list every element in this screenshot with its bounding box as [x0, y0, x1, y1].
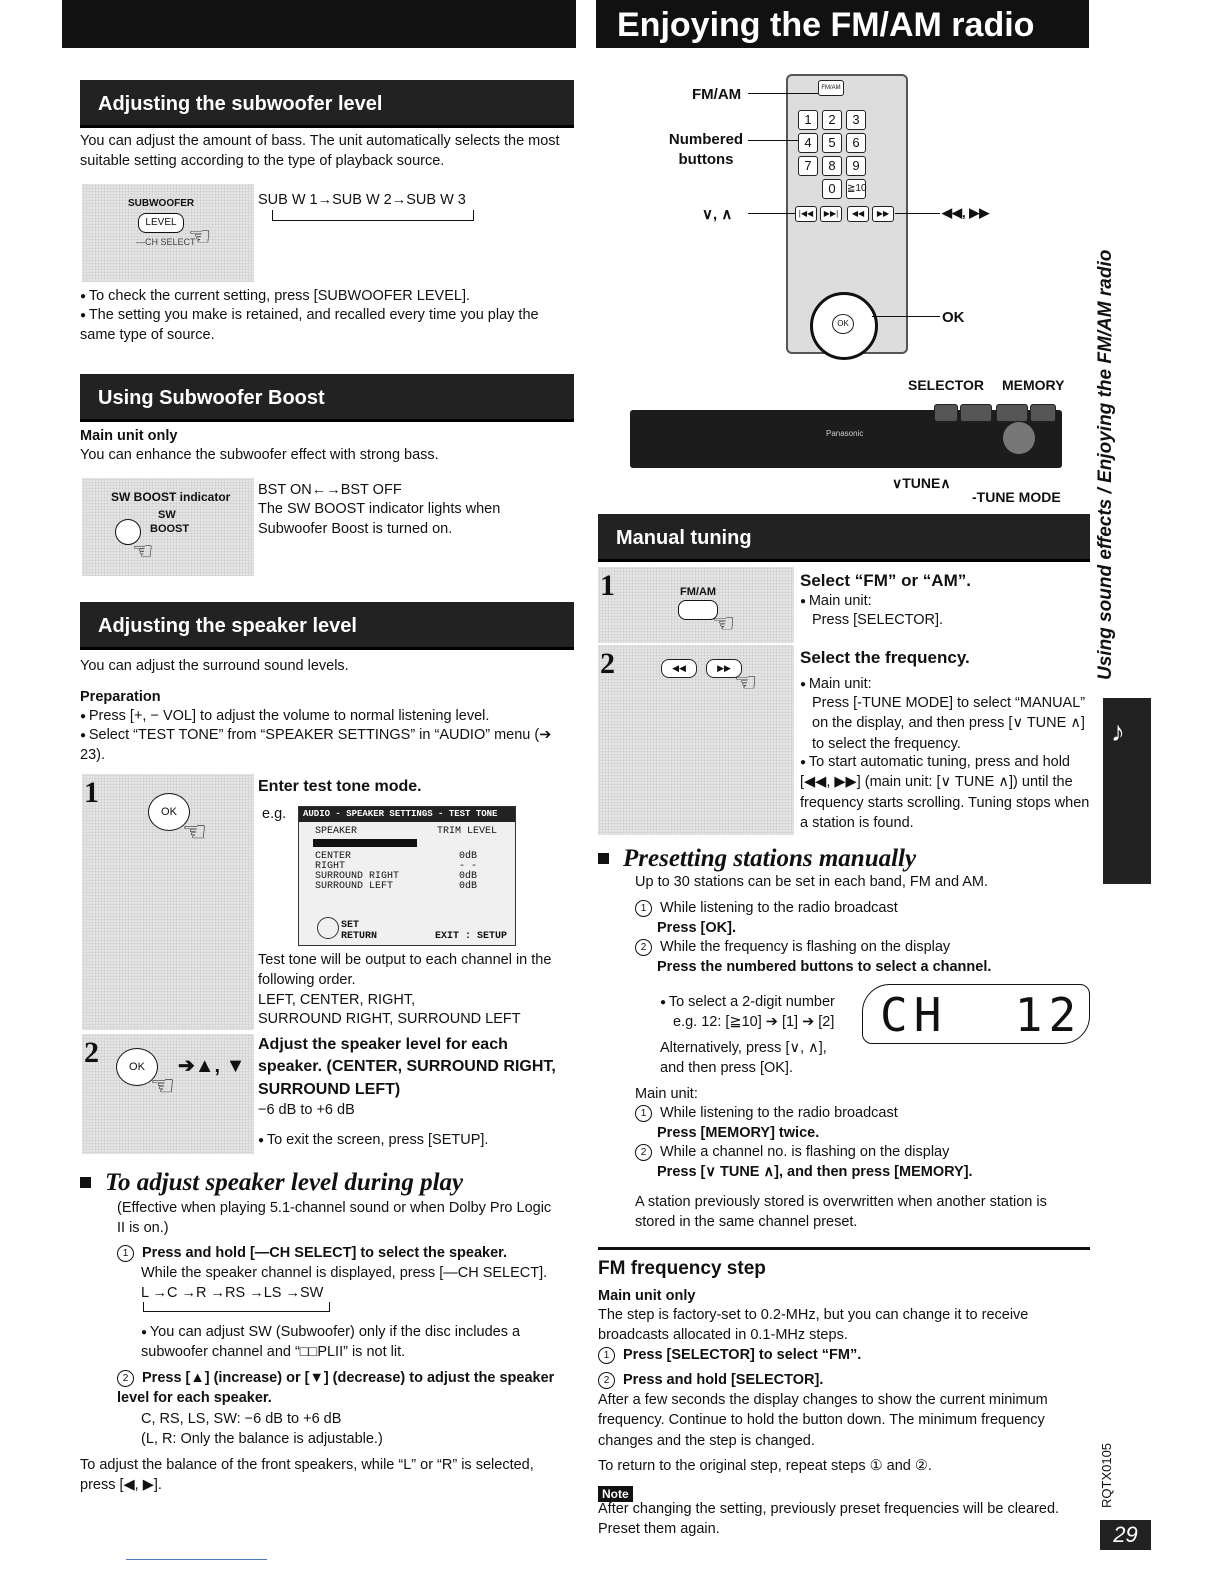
preset-note: A station previously stored is overwritten when another station is stored in the same channel preset. [635, 1194, 1047, 1231]
presetting-heading [598, 841, 916, 876]
dp-step2-line2: (L, R: Only the balance is adjustable.) [141, 1431, 383, 1447]
preset-s1b: Press [OK]. [657, 920, 736, 936]
ch-select-label: —CH SELECT [136, 237, 196, 247]
dp-sequence: L →C →R →RS →LS →SW [141, 1285, 324, 1301]
preset-s1: While listening to the radio broadcast [660, 900, 898, 916]
digit-button[interactable]: 6 [846, 133, 866, 153]
boost-indicator-label: SW BOOST indicator [111, 490, 231, 504]
step1-order-2: SURROUND RIGHT, SURROUND LEFT [258, 1011, 521, 1027]
leader-line [748, 93, 818, 94]
step-number: 1 [600, 569, 615, 602]
label-tune-arrows: ∨, ∧ [702, 206, 733, 223]
label-tune-mode: -TUNE MODE [972, 489, 1061, 505]
manual-step1-bullet: ● Main unit: [800, 591, 872, 611]
osd-row-value: 0dB [459, 851, 478, 862]
circled-number: 1 [598, 1347, 615, 1364]
preset-alt2: and then press [OK]. [660, 1060, 793, 1076]
osd-col-speaker: SPEAKER [315, 826, 358, 837]
manual-step1-title: Select “FM” or “AM”. [800, 571, 971, 590]
leader-line [748, 213, 795, 214]
boost-main-only: Main unit only [80, 428, 178, 444]
fmstep-s2-text: Press and hold [SELECTOR]. [623, 1372, 824, 1388]
preset-s2: While the frequency is flashing on the display [660, 939, 951, 955]
circled-number: 2 [635, 1144, 652, 1161]
preset-m1-text: While listening to the radio broadcast [660, 1105, 898, 1121]
osd-nav-icon [317, 917, 339, 939]
fmstep-s2-desc: After a few seconds the display changes to show the current minimum frequency. Continue to hold the button down. The minimum frequency changes and the step is changed. [598, 1392, 1048, 1449]
subwoofer-sequence: SUB W 1→SUB W 2→SUB W 3 [258, 192, 466, 208]
circled-number: 1 [635, 900, 652, 917]
label-memory: MEMORY [1002, 377, 1065, 393]
digit-button[interactable]: 8 [822, 156, 842, 176]
preset-m1b: Press [MEMORY] twice. [657, 1125, 820, 1141]
osd-row-name: SURROUND RIGHT [315, 871, 400, 882]
digit-button[interactable]: 7 [798, 156, 818, 176]
dp-step2-bold: Press [▲] (increase) or [▼] (decrease) to adjust the speaker level for each speaker. [117, 1370, 555, 1407]
hand-icon: ☜ [132, 538, 154, 565]
tune-up-button[interactable] [996, 404, 1028, 422]
osd-row-value: - - [459, 861, 478, 872]
prep-bullet-1: ● Press [+, − VOL] to adjust the volume to normal listening level. [80, 706, 570, 726]
label-fm-am: FM/AM [692, 86, 742, 103]
subwoofer-label: SUBWOOFER [128, 198, 195, 209]
fmstep-return: To return to the original step, repeat steps ① and ②. [598, 1458, 932, 1474]
osd-row-name: SURROUND LEFT [315, 881, 394, 892]
header-bar-left [62, 0, 576, 48]
hand-icon: ☜ [734, 667, 758, 697]
forward-button[interactable]: ▶▶ [872, 206, 894, 222]
osd-screen [298, 806, 516, 946]
page-number: 29 [1100, 1520, 1151, 1550]
during-play-heading [80, 1165, 463, 1200]
rewind-fig-button[interactable]: ◀◀ [661, 659, 697, 678]
digit-button[interactable]: 3 [846, 110, 866, 130]
preset-m2 [635, 1142, 949, 1162]
volume-knob[interactable] [1003, 422, 1035, 454]
osd-row-value: 0dB [459, 881, 478, 892]
digit-button[interactable]: 2 [822, 110, 842, 130]
preset-m2-text: While a channel no. is flashing on the display [660, 1144, 950, 1160]
step-number: 1 [84, 776, 99, 809]
manual-tuning-title: Manual tuning [598, 514, 1090, 562]
display-readout: CH 12 [880, 988, 1083, 1042]
hand-icon: ☜ [712, 608, 736, 638]
fm-am-button[interactable]: FM/AM [818, 80, 844, 96]
during-play-title: To adjust speaker level during play [105, 1169, 464, 1196]
dp-step1 [117, 1243, 572, 1263]
boost-description: The SW BOOST indicator lights when Subwoofer Boost is turned on. [258, 501, 501, 538]
skip-prev-button[interactable]: |◀◀ [795, 206, 817, 222]
fmstep-s1-text: Press [SELECTOR] to select “FM”. [623, 1347, 862, 1363]
forward-fig-button[interactable]: ▶▶ [706, 659, 742, 678]
digit-button[interactable]: ≧10 [846, 179, 866, 199]
osd-exit: EXIT : SETUP [435, 931, 508, 942]
osd-return: RETURN [341, 931, 378, 942]
circled-number: 1 [635, 1105, 652, 1122]
note-badge: Note [598, 1486, 633, 1502]
osd-set: SET [341, 920, 360, 931]
dp-step1-bold: Press and hold [—CH SELECT] to select the speaker. [142, 1245, 508, 1261]
label-selector: SELECTOR [908, 377, 984, 393]
digit-button[interactable]: 9 [846, 156, 866, 176]
leader-line [748, 140, 798, 141]
digit-button[interactable]: 4 [798, 133, 818, 153]
boost-btn-label-boost: BOOST [150, 523, 190, 535]
subwoofer-title: Adjusting the subwoofer level [80, 80, 574, 128]
remote-ok-button[interactable]: OK [832, 314, 854, 334]
step1-title: Enter test tone mode. [258, 778, 422, 795]
osd-row-value: 0dB [459, 871, 478, 882]
sequence-return-line [143, 1302, 330, 1312]
dp-balance: To adjust the balance of the front speakers, while “L” or “R” is selected, press [◀, ▶]. [80, 1457, 534, 1494]
digit-button[interactable]: 0 [822, 179, 842, 199]
preset-step1 [635, 898, 898, 918]
digit-button[interactable]: 1 [798, 110, 818, 130]
bottom-link-rule [126, 1559, 267, 1560]
osd-header: AUDIO - SPEAKER SETTINGS - TEST TONE [299, 807, 515, 822]
step-number: 2 [84, 1036, 99, 1069]
label-numbered: Numbered buttons [668, 131, 744, 168]
boost-btn-label-sw: SW [158, 509, 176, 521]
hand-icon: ☜ [182, 816, 208, 847]
fmstep-main-only: Main unit only [598, 1288, 696, 1304]
square-bullet [598, 853, 609, 864]
preset-step2 [635, 937, 950, 957]
fm-am-fig-label: FM/AM [680, 586, 717, 598]
sequence-return-line [272, 210, 474, 221]
digit-button[interactable]: 5 [822, 133, 842, 153]
subwoofer-intro: You can adjust the amount of bass. The unit automatically selects the most suitable setting according to the type of playback source. [80, 133, 560, 170]
hand-icon: ☜ [188, 221, 212, 251]
fmstep-rule [598, 1247, 1090, 1250]
ok-button[interactable]: OK [148, 793, 190, 831]
step1-eg: e.g. [262, 806, 287, 822]
preset-eg: e.g. 12: [≧10] ➔ [1] ➔ [2] [673, 1014, 835, 1030]
hand-icon: ☜ [150, 1070, 176, 1101]
boost-intro: You can enhance the subwoofer effect with strong bass. [80, 447, 439, 463]
fmstep-title: FM frequency step [598, 1258, 766, 1279]
dp-step2-line1: C, RS, LS, SW: −6 dB to +6 dB [141, 1411, 342, 1427]
fmstep-intro: The step is factory-set to 0.2-MHz, but you can change it to receive broadcasts allocated in 0.1-MHz steps. [598, 1307, 1029, 1344]
preset-m2b: Press [∨ TUNE ∧], and then press [MEMORY]. [657, 1164, 973, 1180]
circled-number: 2 [117, 1370, 134, 1387]
memory-button[interactable] [1030, 404, 1056, 422]
step1-text: Test tone will be output to each channel in the following order. [258, 952, 552, 989]
preset-alt: Alternatively, press [∨, ∧], [660, 1040, 827, 1056]
boost-sequence: BST ON←→BST OFF [258, 482, 402, 498]
square-bullet [80, 1177, 91, 1188]
subwoofer-bullet-1: ● To check the current setting, press [SUBWOOFER LEVEL]. [80, 286, 570, 306]
step2-range: −6 dB to +6 dB [258, 1102, 355, 1118]
step2-title: Adjust the speaker level for each speaker. (CENTER, SURROUND RIGHT, SURROUND LEFT) [258, 1036, 556, 1098]
preparation-heading: Preparation [80, 689, 161, 705]
osd-row-name: CENTER [315, 851, 352, 862]
fmstep-s1 [598, 1345, 861, 1365]
tune-down-button[interactable] [960, 404, 992, 422]
presetting-title: Presetting stations manually [623, 845, 917, 872]
step1-order-1: LEFT, CENTER, RIGHT, [258, 992, 416, 1008]
circled-number: 2 [635, 939, 652, 956]
manual-step2-title: Select the frequency. [800, 648, 970, 667]
prep-bullet-2: ● Select “TEST TONE” from “SPEAKER SETTINGS” in “AUDIO” menu (➔ 23). [80, 725, 560, 766]
label-tune: ∨TUNE∧ [892, 475, 951, 491]
manual-step2-bullet-1-text: Press [-TUNE MODE] to select “MANUAL” on the display, and then press [∨ TUNE ∧] to select the frequency. [812, 695, 1086, 752]
dp-step2 [117, 1368, 577, 1409]
step-number: 2 [600, 647, 615, 680]
preset-main-unit: Main unit: [635, 1086, 698, 1102]
dp-bullet: ● You can adjust SW (Subwoofer) only if the disc includes a subwoofer channel and “□□PLII” is not lit. [141, 1322, 561, 1363]
circled-number: 2 [598, 1372, 615, 1389]
presetting-intro: Up to 30 stations can be set in each band, FM and AM. [635, 874, 989, 890]
dp-step1-text: While the speaker channel is displayed, press [—CH SELECT]. [141, 1265, 548, 1281]
label-skip: ◀◀, ▶▶ [942, 205, 990, 220]
brand-label: Panasonic [826, 429, 864, 438]
music-note-icon: ♪ [1111, 716, 1125, 747]
selector-button[interactable] [934, 404, 958, 422]
osd-row-name: RIGHT [315, 861, 346, 872]
leader-line [895, 213, 940, 214]
preset-bullet: ● To select a 2-digit number [660, 992, 835, 1012]
fmstep-note: After changing the setting, previously preset frequencies will be cleared. Preset them again. [598, 1501, 1060, 1538]
skip-next-button[interactable]: ▶▶| [820, 206, 842, 222]
manual-step1-bullet-text: Press [SELECTOR]. [812, 612, 944, 628]
step2-bullet: ● To exit the screen, press [SETUP]. [258, 1130, 488, 1150]
subwoofer-level-button[interactable]: LEVEL [138, 213, 184, 233]
during-play-note: (Effective when playing 5.1-channel sound or when Dolby Pro Logic II is on.) [117, 1200, 552, 1237]
leader-line [872, 316, 940, 317]
preset-m1 [635, 1103, 898, 1123]
manual-step2-bullet-1: ● Main unit: [800, 674, 872, 694]
label-ok: OK [942, 309, 965, 326]
speaker-title: Adjusting the speaker level [80, 602, 574, 650]
up-down-arrows: ➔▲, ▼ [178, 1055, 246, 1077]
boost-title: Using Subwoofer Boost [80, 374, 574, 422]
rewind-button[interactable]: ◀◀ [847, 206, 869, 222]
preset-s2b: Press the numbered buttons to select a channel. [657, 959, 992, 975]
ok-button[interactable]: OK [116, 1048, 158, 1086]
speaker-intro: You can adjust the surround sound levels. [80, 658, 349, 674]
fmstep-s2 [598, 1370, 823, 1390]
osd-highlight-bar [313, 839, 417, 847]
subwoofer-bullet-2: ● The setting you make is retained, and recalled every time you play the same type of source. [80, 305, 570, 346]
osd-col-trim: TRIM LEVEL [437, 826, 498, 837]
circled-number: 1 [117, 1245, 134, 1262]
manual-step2-bullet-2: ● To start automatic tuning, press and hold [◀◀, ▶▶] (main unit: [∨ TUNE ∧]) until the frequency starts scrolling. Tuning stops when a station is found. [800, 752, 1090, 833]
page-title: Enjoying the FM/AM radio [617, 6, 1035, 44]
